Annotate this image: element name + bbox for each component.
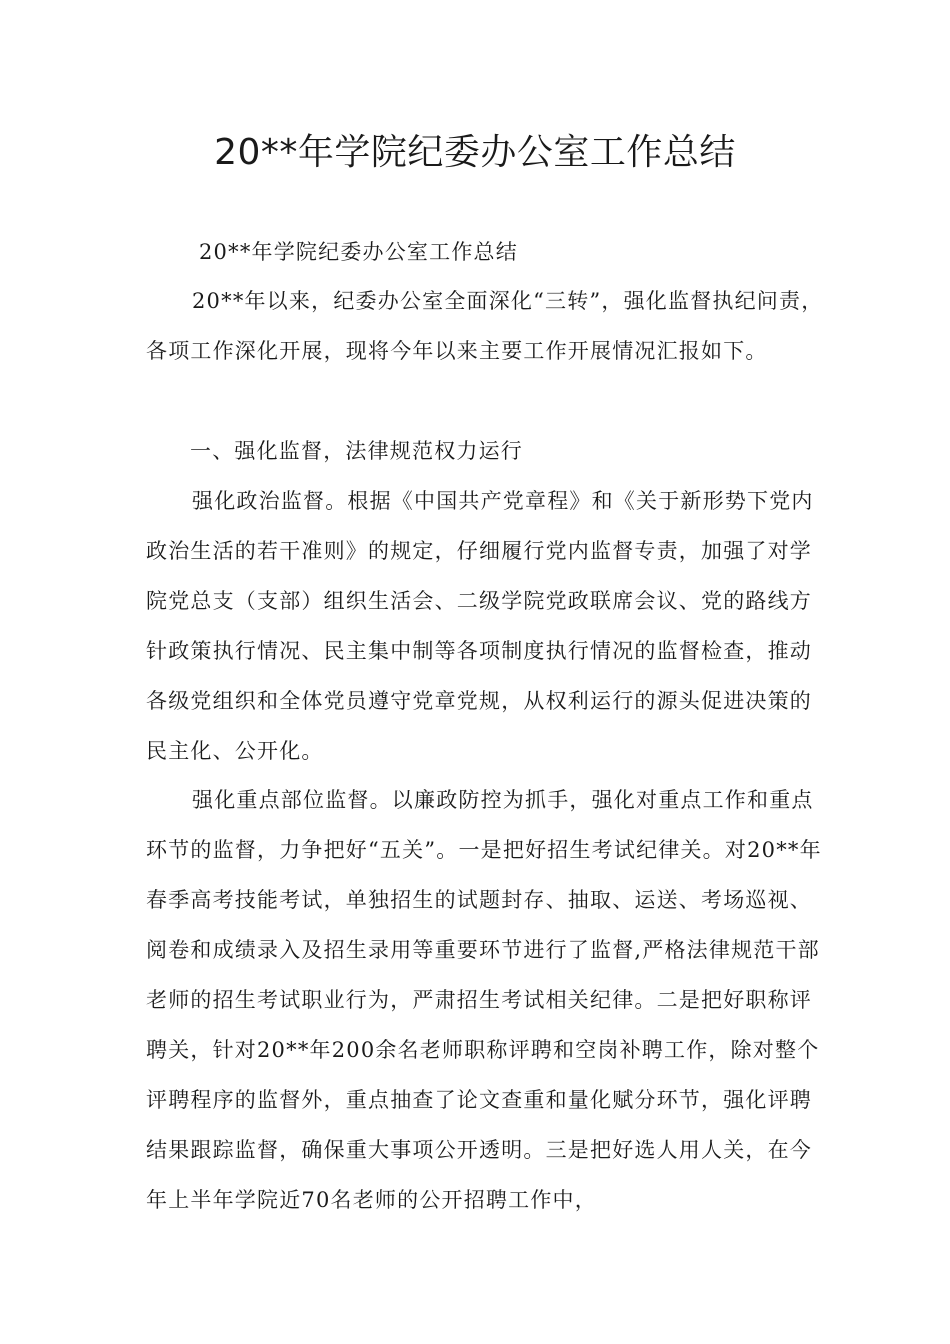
paragraph-key-area-supervision: 强化重点部位监督。以廉政防控为抓手，强化对重点工作和重点环节的监督，力争把好“五关”。一是把好招生考试纪律关。对20**年春季高考技能考试，单独招生的试题封存、抽取、运送、考场巡视、阅卷和成绩录入及招生录用等重要环节进行了监督,严格法律规范干部老师的招生考试职业行为，严肃招生考试相关纪律。二是把好职称评聘关，针对20**年200余名老师职称评聘和空岗补聘工作，除对整个评聘程序的监督外，重点抽查了论文查重和量化赋分环节，强化评聘结果跟踪监督，确保重大事项公开透明。三是把好选人用人关，在今年上半年学院近70名老师的公开招聘工作中，: [146, 788, 822, 1212]
document-subtitle: 20**年学院纪委办公室工作总结: [199, 240, 518, 264]
section-heading-1: 一、强化监督，法律规范权力运行: [190, 439, 523, 463]
intro-paragraph: 20**年以来，纪委办公室全面深化“三转”，强化监督执纪问责，各项工作深化开展，现将今年以来主要工作开展情况汇报如下。: [146, 289, 824, 363]
paragraph-political-supervision: 强化政治监督。根据《中国共产党章程》和《关于新形势下党内政治生活的若干准则》的规定，仔细履行党内监督专责，加强了对学院党总支（支部）组织生活会、二级学院党政联席会议、党的路线方针政策执行情况、民主集中制等各项制度执行情况的监督检查，推动各级党组织和全体党员遵守党章党规，从权利运行的源头促进决策的民主化、公开化。: [146, 489, 814, 763]
document-title: 20**年学院纪委办公室工作总结: [214, 132, 736, 173]
